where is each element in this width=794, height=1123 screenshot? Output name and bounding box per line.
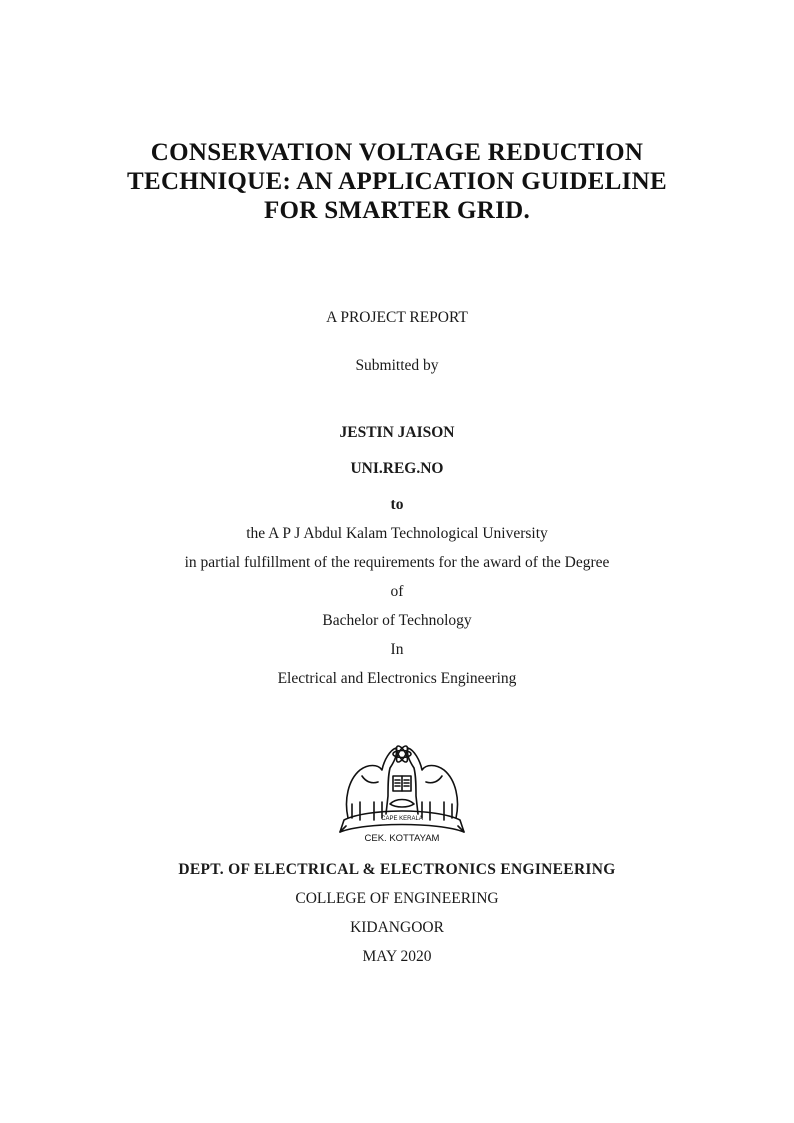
ribbon-text: CAPE KERALA: [381, 816, 423, 822]
title-line-1: CONSERVATION VOLTAGE REDUCTION: [150, 139, 644, 166]
submitted-by-label: Submitted by: [355, 357, 439, 374]
branch: Electrical and Electronics Engineering: [277, 670, 517, 687]
in-label: In: [390, 641, 404, 658]
title-line-3: FOR SMARTER GRID.: [263, 197, 531, 224]
degree: Bachelor of Technology: [322, 612, 472, 629]
to-label: to: [390, 496, 404, 513]
emblem-caption: CEK. KOTTAYAM: [364, 833, 440, 844]
title-line-2: TECHNIQUE: AN APPLICATION GUIDELINE: [127, 168, 667, 195]
date: MAY 2020: [362, 948, 432, 965]
department: DEPT. OF ELECTRICAL & ELECTRONICS ENGINEERING: [178, 861, 616, 878]
author-name: JESTIN JAISON: [339, 424, 455, 441]
report-type: A PROJECT REPORT: [326, 309, 468, 326]
author-reg-no: UNI.REG.NO: [350, 460, 444, 477]
college: COLLEGE OF ENGINEERING: [295, 890, 499, 907]
location: KIDANGOOR: [350, 919, 444, 936]
college-emblem-icon: [338, 740, 466, 844]
university: the A P J Abdul Kalam Technological University: [246, 525, 548, 542]
of-label: of: [390, 583, 404, 600]
fulfillment-text: in partial fulfillment of the requirements for the award of the Degree: [184, 554, 610, 571]
